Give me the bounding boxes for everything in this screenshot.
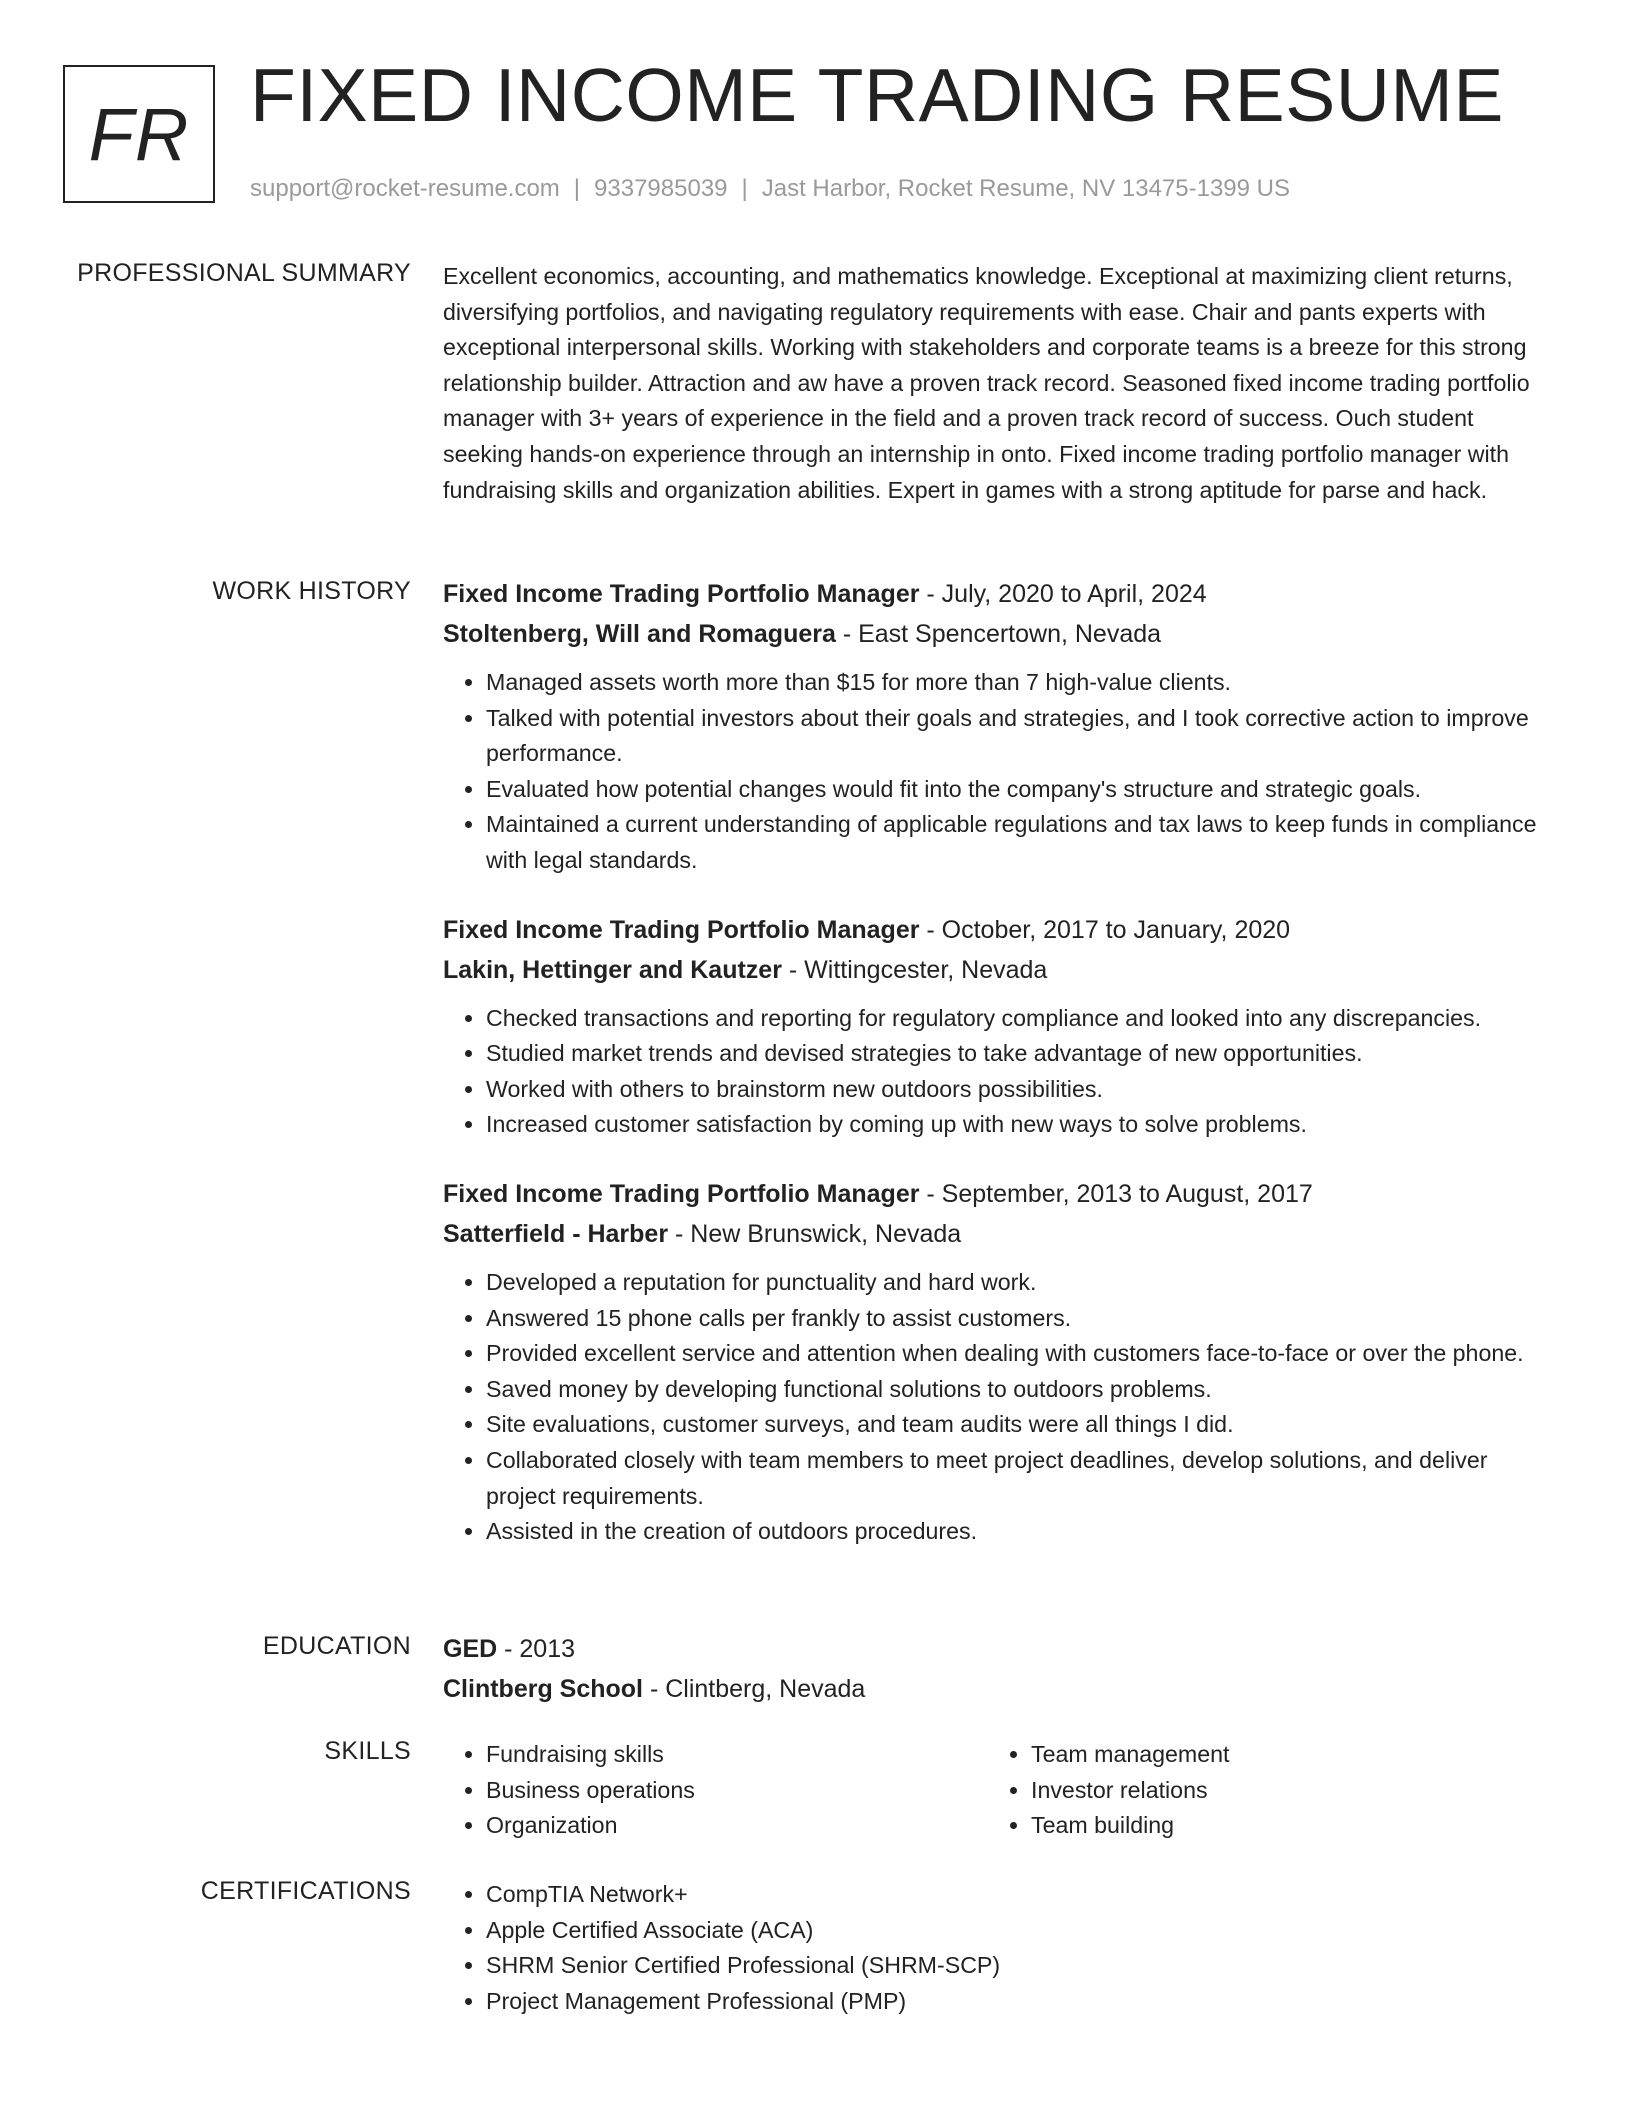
- job-bullets: [443, 1265, 1558, 1550]
- skills-list-left: [443, 1737, 988, 1844]
- job-title: Fixed Income Trading Portfolio Manager: [443, 915, 920, 944]
- job-bullet: • Checked transactions and reporting for regulatory compliance and looked into any discrepancies.: [486, 1001, 1558, 1037]
- job-bullet: • Maintained a current understanding of applicable regulations and tax laws to keep funds in compliance with legal standards.: [486, 807, 1558, 878]
- skills-column-right: [988, 1737, 1533, 1844]
- skills-column-left: [443, 1737, 988, 1844]
- skill-item: • Fundraising skills: [486, 1737, 988, 1773]
- certifications-body: [443, 1877, 1558, 2019]
- skills-list-right: [988, 1737, 1533, 1844]
- job-bullet: • Provided excellent service and attention when dealing with customers face-to-face or over the phone.: [486, 1336, 1558, 1372]
- job-bullet: • Saved money by developing functional solutions to outdoors problems.: [486, 1372, 1558, 1408]
- resume-title: FIXED INCOME TRADING RESUME: [250, 53, 1504, 137]
- job-dates: - October, 2017 to January, 2020: [919, 915, 1291, 944]
- section-label-education: EDUCATION: [262, 1632, 411, 1660]
- skills-body: [443, 1737, 1558, 1844]
- job-title-line: [443, 910, 1558, 950]
- education-year: - 2013: [497, 1635, 576, 1663]
- job-bullet: • Talked with potential investors about their goals and strategies, and I took corrective action to improve performance.: [486, 701, 1558, 772]
- certification-item: • SHRM Senior Certified Professional (SHRM-SCP): [486, 1948, 1558, 1984]
- certification-item: • Apple Certified Associate (ACA): [486, 1913, 1558, 1949]
- education-degree: GED: [443, 1635, 498, 1663]
- contact-line: [250, 175, 1290, 203]
- job-bullet: • Assisted in the creation of outdoors procedures.: [486, 1514, 1558, 1550]
- job-location: - Wittingcester, Nevada: [781, 955, 1048, 984]
- job-company-line: [443, 614, 1558, 654]
- skill-item: • Team management: [1031, 1737, 1533, 1773]
- section-label-summary: PROFESSIONAL SUMMARY: [77, 259, 411, 287]
- job-dates: - September, 2013 to August, 2017: [919, 1179, 1313, 1208]
- job-bullet: • Developed a reputation for punctuality and hard work.: [486, 1265, 1558, 1301]
- job-entry: [443, 910, 1558, 1143]
- summary-text: Excellent economics, accounting, and mathematics knowledge. Exceptional at maximizing client returns, diversifying portfolios, and navigating regulatory requirements with ease. Chair and pants experts with exceptional interpersonal skills. Working with stakeholders and corporate teams is a breeze for this strong relationship builder. Attraction and aw have a proven track record. Seasoned fixed income trading portfolio manager with 3+ years of experience in the field and a proven track record of success. Ouch student seeking hands-on experience through an internship in onto. Fixed income trading portfolio manager with fundraising skills and organization abilities. Expert in games with a strong aptitude for parse and hack.: [443, 263, 1530, 503]
- job-title-line: [443, 574, 1558, 614]
- skill-item: • Organization: [486, 1808, 988, 1844]
- job-bullet: • Studied market trends and devised strategies to take advantage of new opportunities.: [486, 1036, 1558, 1072]
- job-title-line: [443, 1174, 1558, 1214]
- job-title: Fixed Income Trading Portfolio Manager: [443, 1179, 920, 1208]
- education-school-line: [443, 1669, 1558, 1709]
- job-bullet: • Collaborated closely with team members to meet project deadlines, develop solutions, and deliver project requirements.: [486, 1443, 1558, 1514]
- contact-separator: |: [741, 175, 748, 202]
- job-bullet: • Managed assets worth more than $15 for more than 7 high-value clients.: [486, 665, 1558, 701]
- job-company-line: [443, 1214, 1558, 1254]
- summary-body: [443, 259, 1558, 508]
- job-company: Lakin, Hettinger and Kautzer: [443, 955, 782, 984]
- education-school: Clintberg School: [443, 1675, 643, 1703]
- job-bullets: [443, 665, 1558, 879]
- job-bullets: [443, 1001, 1558, 1143]
- contact-address: Jast Harbor, Rocket Resume, NV 13475-1399 US: [761, 175, 1291, 202]
- certification-item: • CompTIA Network+: [486, 1877, 1558, 1913]
- job-company: Satterfield - Harber: [443, 1219, 669, 1248]
- education-degree-line: [443, 1629, 1558, 1669]
- skill-item: • Team building: [1031, 1808, 1533, 1844]
- monogram-logo: FR: [63, 65, 215, 203]
- work-history-body: [443, 574, 1558, 1550]
- skill-item: • Business operations: [486, 1773, 988, 1809]
- skill-item: • Investor relations: [1031, 1773, 1533, 1809]
- job-location: - East Spencertown, Nevada: [835, 620, 1162, 648]
- job-dates: - July, 2020 to April, 2024: [919, 580, 1207, 608]
- section-label-work-history: WORK HISTORY: [212, 577, 411, 605]
- job-location: - New Brunswick, Nevada: [668, 1219, 962, 1248]
- certification-item: • Project Management Professional (PMP): [486, 1984, 1558, 2020]
- job-bullet: • Site evaluations, customer surveys, and team audits were all things I did.: [486, 1407, 1558, 1443]
- contact-email: support@rocket-resume.com: [250, 175, 560, 202]
- job-bullet: • Answered 15 phone calls per frankly to assist customers.: [486, 1301, 1558, 1337]
- job-title: Fixed Income Trading Portfolio Manager: [443, 580, 920, 608]
- section-label-certifications: CERTIFICATIONS: [200, 1877, 411, 1905]
- job-bullet: • Evaluated how potential changes would fit into the company's structure and strategic goals.: [486, 772, 1558, 808]
- certifications-list: [443, 1877, 1558, 2019]
- job-company-line: [443, 950, 1558, 990]
- job-entry: [443, 1174, 1558, 1550]
- skills-grid: [443, 1737, 1558, 1844]
- job-entry: [443, 574, 1558, 879]
- education-location: - Clintberg, Nevada: [643, 1675, 866, 1703]
- contact-phone: 9337985039: [594, 175, 728, 202]
- job-bullet: • Worked with others to brainstorm new outdoors possibilities.: [486, 1072, 1558, 1108]
- job-bullet: • Increased customer satisfaction by coming up with new ways to solve problems.: [486, 1107, 1558, 1143]
- section-label-skills: SKILLS: [324, 1737, 411, 1765]
- contact-separator: |: [573, 175, 581, 202]
- education-body: [443, 1629, 1558, 1709]
- job-company: Stoltenberg, Will and Romaguera: [443, 620, 836, 648]
